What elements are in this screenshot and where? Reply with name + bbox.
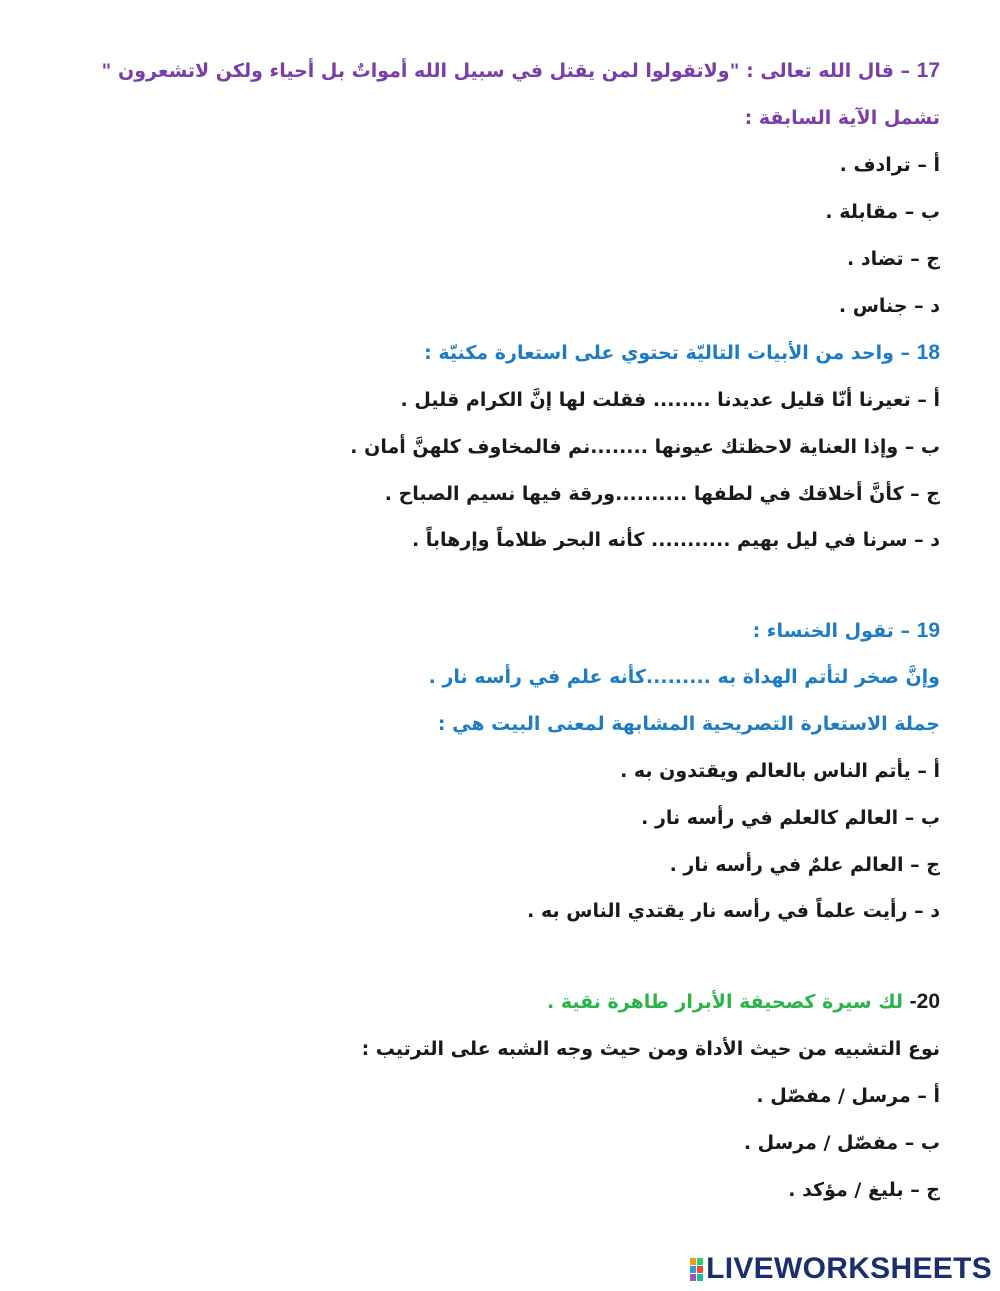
q20-option-b: ب – مفصّل / مرسل . xyxy=(743,1132,940,1154)
liveworksheets-logo-icon xyxy=(690,1258,703,1281)
q19-verse: وإنَّ صخر لتأتم الهداة به .........كأنه علم في رأسه نار . xyxy=(428,666,940,688)
q18-option-c: ج – كأنَّ أخلاقك في لطفها ..........ورقة فيها نسيم الصباح . xyxy=(384,483,940,505)
q19-number: 19 xyxy=(916,619,940,642)
q20-number: 20- xyxy=(909,990,940,1013)
q19-option-c: ج – العالم علمٌ في رأسه نار . xyxy=(669,854,940,876)
q20-title xyxy=(547,989,940,1015)
q18-option-d: د – سرنا في ليل بهيم ........... كأنه البحر ظلاماً وإرهاباً . xyxy=(411,529,940,551)
q17-title xyxy=(101,58,940,84)
q20-sub: نوع التشبيه من حيث الأداة ومن حيث وجه الشبه على الترتيب : xyxy=(361,1038,940,1060)
q18-text: – واحد من الأبيات التاليّة تحتوي على استعارة مكنيّة : xyxy=(424,342,911,364)
q19-option-b: ب – العالم كالعلم في رأسه نار . xyxy=(641,807,940,829)
q17-option-c: ج – تضاد . xyxy=(847,248,940,270)
q17-option-b: ب – مقابلة . xyxy=(825,201,940,223)
q18-option-b: ب – وإذا العناية لاحظتك عيونها ........نم فالمخاوف كلهنَّ أمان . xyxy=(350,436,940,458)
q20-option-c: ج – بليغ / مؤكد . xyxy=(788,1179,940,1201)
q19-sub: جملة الاستعارة التصريحية المشابهة لمعنى البيت هي : xyxy=(437,713,940,735)
q18-title xyxy=(424,340,940,366)
q17-option-d: د – جناس . xyxy=(838,295,940,317)
liveworksheets-logo[interactable] xyxy=(690,1252,992,1286)
q19-option-d: د – رأيت علماً في رأسه نار يقتدي الناس به . xyxy=(527,900,940,922)
q19-text: – تقول الخنساء : xyxy=(752,620,911,642)
q17-text: – قال الله تعالى : "ولاتقولوا لمن يقتل في سبيل الله أمواتٌ بل أحياء ولكن لاتشعرون " xyxy=(101,60,911,82)
q17-sub: تشمل الآية السابقة : xyxy=(744,107,940,129)
q19-option-a: أ – يأتم الناس بالعالم ويقتدون به . xyxy=(620,760,940,782)
q18-option-a: أ – تعيرنا أنّا قليل عديدنا ........ فقلت لها إنَّ الكرام قليل . xyxy=(400,389,940,411)
q20-text: لك سيرة كصحيفة الأبرار طاهرة نقية . xyxy=(547,991,910,1013)
q19-title xyxy=(753,618,940,644)
q18-number: 18 xyxy=(916,341,940,364)
q17-number: 17 xyxy=(916,59,940,82)
q17-option-a: أ – ترادف . xyxy=(839,154,940,176)
liveworksheets-brand: LIVEWORKSHEETS xyxy=(706,1252,992,1285)
q20-option-a: أ – مرسل / مفصّل . xyxy=(756,1085,940,1107)
